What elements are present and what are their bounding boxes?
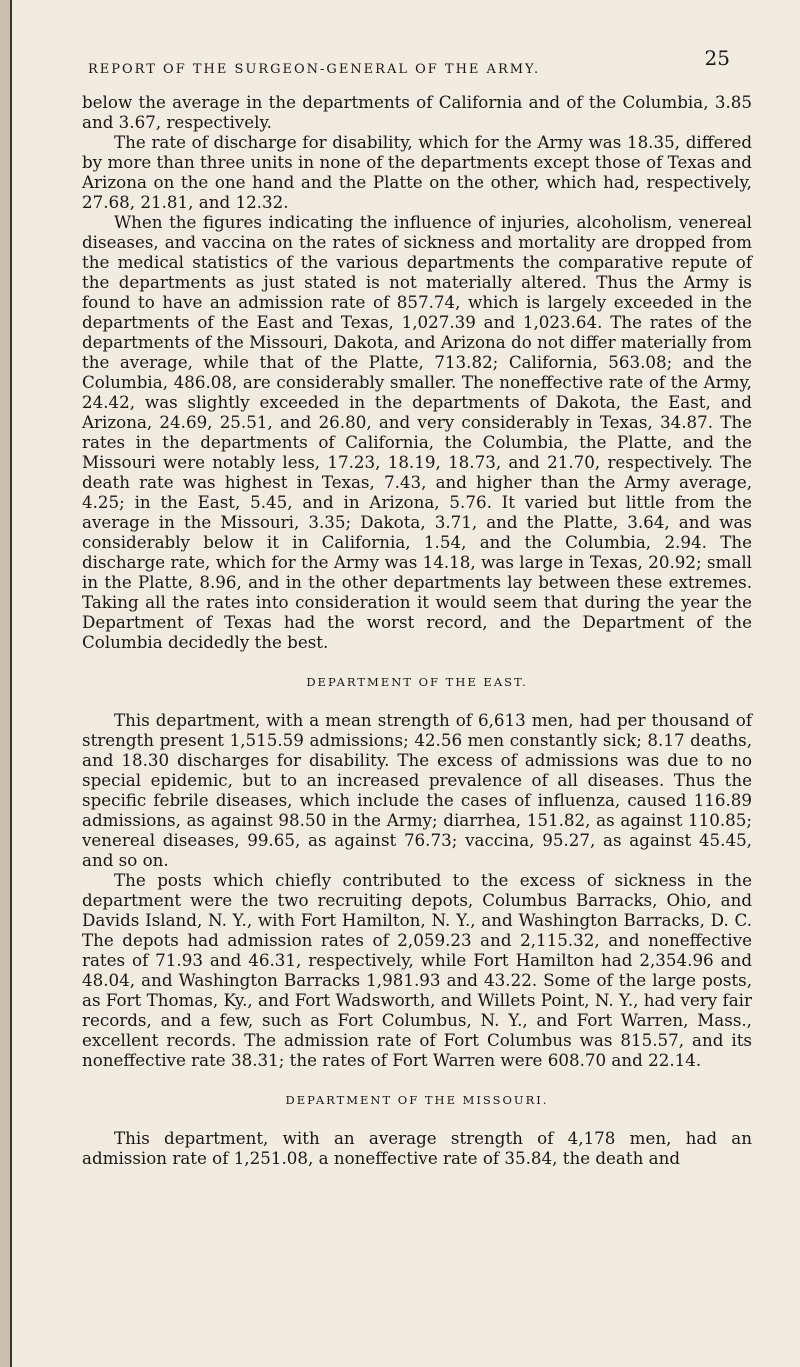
paragraph: The rate of discharge for disability, which for the Army was 18.35, differed by more than three units in none of the departments except those of Texas and Arizona on the one hand and the Platte on the other, which had, respectively, 27.68, 21.81, and 12.32. [82,132,752,212]
running-head-title: REPORT OF THE SURGEON-GENERAL OF THE ARMY. [88,62,541,77]
body-text [82,92,752,1168]
paragraph: When the figures indicating the influence of injuries, alcoholism, venereal diseases, and vaccina on the rates of sickness and mortality are dropped from the medical statistics of the various departments the comparative repute of the departments as just stated is not materially altered. Thus the Army is found to have an admission rate of 857.74, which is largely exceeded in the departments of the East and Texas, 1,027.39 and 1,023.64. The rates of the departments of the Missouri, Dakota, and Arizona do not differ materially from the average, while that of the Platte, 713.82; California, 563.08; and the Columbia, 486.08, are considerably smaller. The noneffective rate of the Army, 24.42, was slightly exceeded in the departments of Dakota, the East, and Arizona, 24.69, 25.51, and 26.80, and very considerably in Texas, 34.87. The rates in the departments of California, the Columbia, the Platte, and the Missouri were notably less, 17.23, 18.19, 18.73, and 21.70, respectively. The death rate was highest in Texas, 7.43, and higher than the Army average, 4.25; in the East, 5.45, and in Arizona, 5.76. It varied but little from the average in the Missouri, 3.35; Dakota, 3.71, and the Platte, 3.64, and was considerably below it in California, 1.54, and the Columbia, 2.94. The discharge rate, which for the Army was 14.18, was large in Texas, 20.92; small in the Platte, 8.96, and in the other departments lay between these extremes. Taking all the rates into consideration it would seem that during the year the Department of Texas had the worst record, and the Department of the Columbia decidedly the best. [82,212,752,652]
paragraph: The posts which chiefly contributed to the excess of sickness in the department were the two recruiting depots, Columbus Barracks, Ohio, and Davids Island, N. Y., with Fort Hamilton, N. Y., and Washington Barracks, D. C. The depots had admission rates of 2,059.23 and 2,115.32, and noneffective rates of 71.93 and 46.31, respectively, while Fort Hamilton had 2,354.96 and 48.04, and Washington Barracks 1,981.93 and 43.22. Some of the large posts, as Fort Thomas, Ky., and Fort Wadsworth, and Willets Point, N. Y., had very fair records, and a few, such as Fort Columbus, N. Y., and Fort Warren, Mass., excellent records. The admission rate of Fort Columbus was 815.57, and its noneffective rate 38.31; the rates of Fort Warren were 608.70 and 22.14. [82,870,752,1070]
document-page [52,0,770,1367]
paragraph: below the average in the departments of California and of the Columbia, 3.85 and 3.67, respectively. [82,92,752,132]
section-heading-missouri: DEPARTMENT OF THE MISSOURI. [285,1093,549,1107]
page-binding-edge [0,0,10,1367]
section-heading-east: DEPARTMENT OF THE EAST. [306,675,528,689]
page-number: 25 [704,46,730,70]
running-head [88,62,730,77]
page-binding-line [10,0,12,1367]
paragraph: This department, with a mean strength of 6,613 men, had per thousand of strength present 1,515.59 admissions; 42.56 men constantly sick; 8.17 deaths, and 18.30 discharges for disability. The excess of admissions was due to no special epidemic, but to an increased prevalence of all diseases. Thus the specific febrile diseases, which include the cases of influenza, caused 116.89 admissions, as against 98.50 in the Army; diarrhea, 151.82, as against 110.85; venereal diseases, 99.65, as against 76.73; vaccina, 95.27, as against 45.45, and so on. [82,710,752,870]
paragraph: This department, with an average strength of 4,178 men, had an admission rate of 1,251.08, a noneffective rate of 35.84, the death and [82,1128,752,1168]
